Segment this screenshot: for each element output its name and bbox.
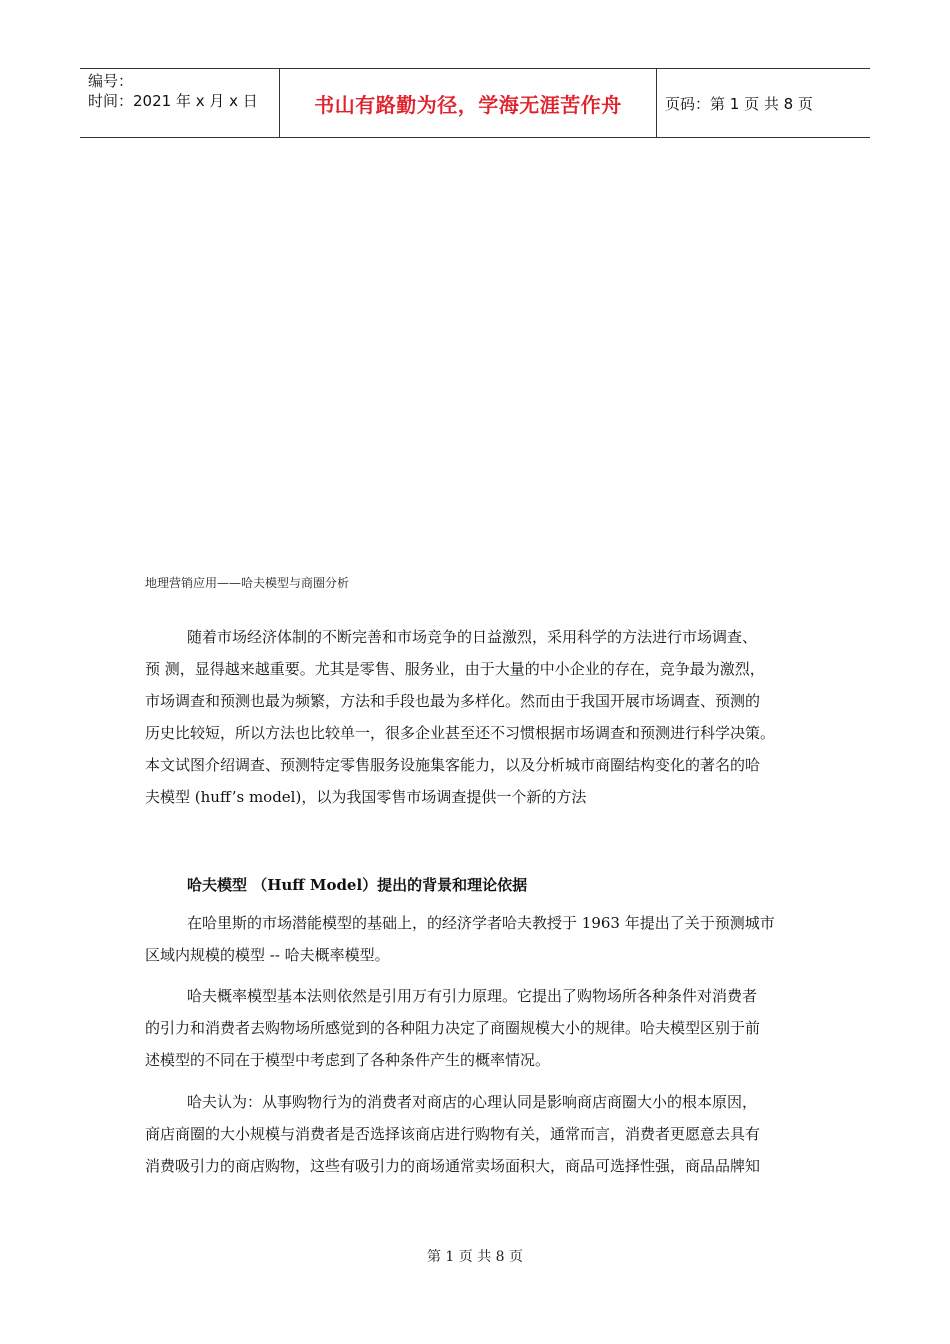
paragraph-line: 消费吸引力的商店购物，这些有吸引力的商场通常卖场面积大，商品可选择性强，商品品牌知 [145, 1157, 761, 1175]
time-label: 时间：2021 年 x 月 x 日 [88, 92, 258, 110]
paragraph-line: 随着市场经济体制的不断完善和市场竞争的日益激烈，采用科学的方法进行市场调查、 [187, 628, 758, 646]
paragraph-line: 本文试图介绍调查、预测特定零售服务设施集客能力，以及分析城市商圈结构变化的著名的哈 [145, 756, 761, 774]
paragraph-line: 哈夫概率模型基本法则依然是引用万有引力原理。它提出了购物场所各种条件对消费者 [187, 987, 758, 1005]
section-paragraph-3 [145, 1086, 805, 1182]
document-header [80, 68, 870, 138]
header-meta [80, 69, 280, 137]
section-paragraph-1 [145, 907, 805, 971]
paragraph-line: 历史比较短，所以方法也比较单一，很多企业甚至还不习惯根据市场调查和预测进行科学决策。 [145, 724, 776, 742]
header-page-info: 页码：第 1 页 共 8 页 [665, 94, 813, 113]
section-paragraph-2 [145, 980, 805, 1076]
paragraph-line: 市场调查和预测也最为频繁，方法和手段也最为多样化。然而由于我国开展市场调查、预测的 [145, 692, 761, 710]
section-heading: 哈夫模型 （Huff Model）提出的背景和理论依据 [187, 876, 528, 894]
paragraph-line: 的引力和消费者去购物场所感觉到的各种阻力决定了商圈规模大小的规律。哈夫模型区别于前 [145, 1019, 761, 1037]
document-title: 地理营销应用——哈夫模型与商圈分析 [145, 576, 350, 590]
paragraph-line: 预 测，显得越来越重要。尤其是零售、服务业，由于大量的中小企业的存在，竞争最为激烈， [145, 660, 765, 678]
paragraph-line: 区域内规模的模型 -- 哈夫概率模型。 [145, 946, 390, 964]
paragraph-line: 述模型的不同在于模型中考虑到了各种条件产生的概率情况。 [145, 1051, 551, 1069]
page-footer: 第 1 页 共 8 页 [426, 1249, 524, 1265]
paragraph-line: 哈夫认为：从事购物行为的消费者对商店的心理认同是影响商店商圈大小的根本原因， [187, 1093, 758, 1111]
number-label: 编号： [88, 72, 134, 90]
paragraph-line: 商店商圈的大小规模与消费者是否选择该商店进行购物有关，通常而言，消费者更愿意去具有 [145, 1125, 761, 1143]
header-motto: 书山有路勤为径，学海无涯苦作舟 [280, 69, 657, 137]
paragraph-line: 夫模型 (huff’s model)，以为我国零售市场调查提供一个新的方法 [145, 788, 587, 806]
intro-paragraph [145, 621, 805, 813]
paragraph-line: 在哈里斯的市场潜能模型的基础上，的经济学者哈夫教授于 1963 年提出了关于预测城市 [187, 914, 775, 932]
